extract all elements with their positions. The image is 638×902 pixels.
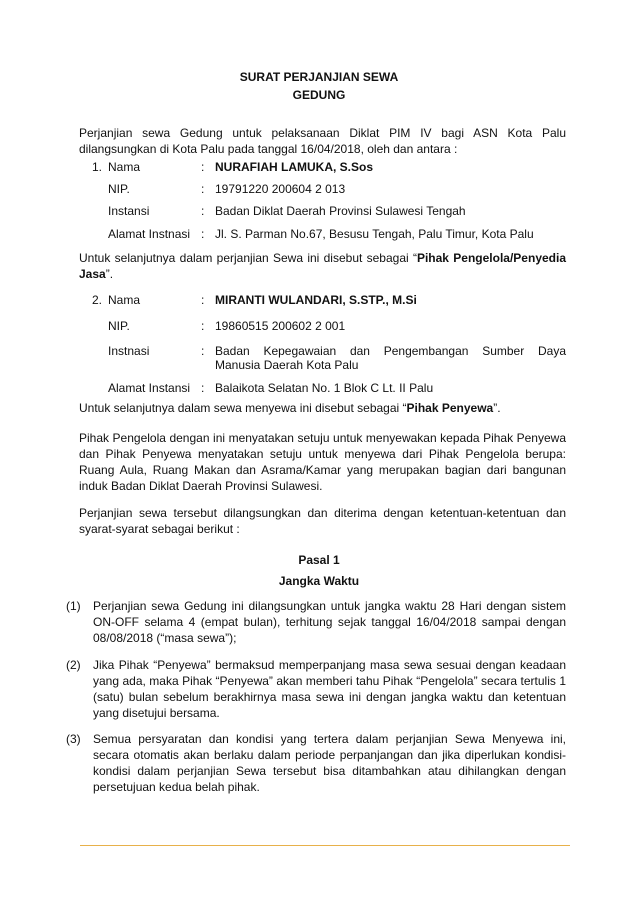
party-2-instansi-row-cont	[79, 357, 566, 373]
party-2-closing	[79, 400, 566, 416]
party-1-instansi-row	[79, 203, 566, 219]
intro-paragraph: Perjanjian sewa Gedung untuk pelaksanaan Diklat PIM IV bagi ASN Kota Palu dilangsungkan di Kota Palu pada tanggal 16/04/2018, oleh dan antara :	[79, 126, 566, 156]
colon: :	[201, 293, 205, 307]
party-1-name-row	[79, 159, 566, 175]
party-2-number: 2.	[92, 293, 103, 307]
pengelola-paragraph: Pihak Pengelola dengan ini menyatakan setuju untuk menyewakan kepada Pihak Penyewa dan Pihak Penyewa menyatakan setuju untuk menyewa dari Pihak Pengelola berupa: Ruang Aula, Ruang Makan dan Asrama/Kamar yang merupakan bagian dari bangunan induk Badan Diklat Daerah Provinsi Sulawesi.	[79, 431, 566, 493]
party-1-nip-row	[79, 181, 566, 197]
clause-number: (1)	[66, 599, 81, 613]
colon: :	[201, 182, 205, 196]
party-1-number: 1.	[92, 160, 103, 174]
party-2-alamat-value: Balaikota Selatan No. 1 Blok C Lt. II Palu	[215, 381, 434, 395]
party-2-nip-label: NIP.	[108, 319, 130, 333]
party-2-instansi-value-line1: Badan Kepegawaian dan Pengembangan Sumber Daya	[215, 344, 566, 358]
party-1-instansi-value: Badan Diklat Daerah Provinsi Sulawesi Tengah	[215, 204, 466, 218]
party-2-role: Pihak Penyewa	[406, 401, 494, 415]
colon: :	[201, 160, 205, 174]
party-1-closing-end: ”.	[105, 267, 114, 281]
pasal-subtitle: Jangka Waktu	[278, 574, 360, 588]
party-2-nip-row	[79, 318, 566, 334]
colon: :	[201, 204, 205, 218]
party-1-closing	[79, 250, 566, 282]
party-1-closing-text: Untuk selanjutnya dalam perjanjian Sewa ini disebut sebagai “	[79, 251, 417, 265]
colon: :	[201, 344, 205, 358]
document-title-line1: SURAT PERJANJIAN SEWA	[239, 70, 399, 84]
party-2-closing-end: ”.	[493, 401, 501, 415]
colon: :	[201, 381, 205, 395]
party-1-alamat-value: Jl. S. Parman No.67, Besusu Tengah, Palu Timur, Kota Palu	[215, 227, 534, 241]
document-title-line2: GEDUNG	[292, 88, 346, 102]
footer-divider	[80, 845, 570, 846]
party-1-instansi-label: Instansi	[108, 204, 150, 218]
party-2-alamat-label: Alamat Instansi	[108, 381, 191, 395]
party-2-instansi-value-line2: Manusia Daerah Kota Palu	[215, 358, 359, 372]
party-1-alamat-row	[79, 226, 566, 242]
party-2-closing-text: Untuk selanjutnya dalam sewa menyewa ini disebut sebagai “	[79, 401, 407, 415]
party-1-name-label: Nama	[108, 160, 141, 174]
party-2-nip-value: 19860515 200602 2 001	[215, 319, 346, 333]
party-1-nip-value: 19791220 200604 2 013	[215, 182, 346, 196]
party-2-name-row	[79, 292, 566, 308]
clause-text: Perjanjian sewa Gedung ini dilangsungkan untuk jangka waktu 28 Hari dengan sistem ON-OFF selama 4 (empat bulan), terhitung sejak tanggal 16/04/2018 sampai dengan 08/08/2018 (“masa sewa”);	[93, 599, 566, 645]
pasal-title: Pasal 1	[298, 553, 340, 567]
party-2-name-label: Nama	[108, 293, 141, 307]
clause-number: (3)	[66, 732, 81, 746]
colon: :	[201, 227, 205, 241]
party-1-alamat-label: Alamat Instnasi	[108, 227, 191, 241]
party-1-name-value: NURAFIAH LAMUKA, S.Sos	[215, 160, 373, 174]
ketentuan-paragraph: Perjanjian sewa tersebut dilangsungkan dan diterima dengan ketentuan-ketentuan dan syarat-syarat sebagai berikut :	[79, 506, 566, 536]
clause-number: (2)	[66, 658, 81, 672]
clause-text: Jika Pihak “Penyewa” bermaksud memperpanjang masa sewa sesuai dengan keadaan yang ada, maka Pihak “Penyewa” akan memberi tahu Pihak “Pengelola” secara tertulis 1 (satu) bulan sebelum berakhirnya masa sewa ini dengan jangka waktu dan ketentuan yang disetujui bersama.	[93, 658, 566, 720]
party-2-instansi-label: Instnasi	[108, 344, 150, 358]
clause-text: Semua persyaratan dan kondisi yang tertera dalam perjanjian Sewa Menyewa ini, secara otomatis akan berlaku dalam periode perpanjangan dan jika diperlukan kondisi-kondisi dalam perjanjian Sewa tersebut bisa ditambahkan atau dihilangkan dengan persetujuan kedua belah pihak.	[93, 732, 566, 794]
party-2-alamat-row	[79, 380, 566, 396]
party-1-nip-label: NIP.	[108, 182, 130, 196]
party-2-name-value: MIRANTI WULANDARI, S.STP., M.Si	[215, 293, 417, 307]
party-1-role: Pihak Pengelola/Penyedia Jasa	[79, 251, 566, 281]
colon: :	[201, 319, 205, 333]
